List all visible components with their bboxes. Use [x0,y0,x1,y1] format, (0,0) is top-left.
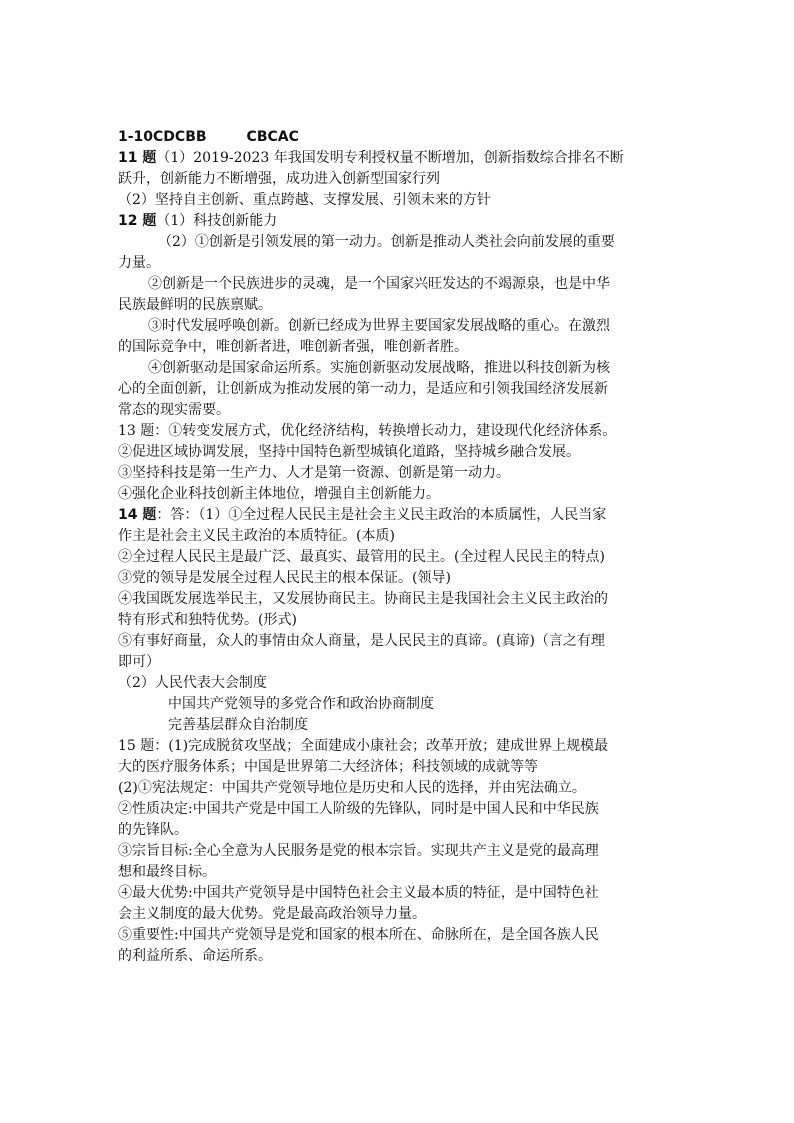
q15-line-1: 15 题：(1)完成脱贫攻坚战；全面建成小康社会；改革开放；建成世界上规模最 [118,738,609,754]
q14-line-8: 即可） [118,654,160,670]
answer-key-line [118,127,688,148]
q14-line-7: ⑤有事好商量，众人的事情由众人商量，是人民民主的真谛。(真谛)（言之有理 [118,633,605,649]
q13-line-4: ④强化企业科技创新主体地位，增强自主创新能力。 [118,486,440,502]
q12-text-1: （1）科技创新能力 [156,213,278,229]
q11-line-2: 跃升，创新能力不断增强，成功进入创新型国家行列 [118,171,440,187]
q14-line-6: 特有形式和独特优势。(形式) [118,612,297,628]
q14-line-5: ④我国既发展选举民主，又发展协商民主。协商民主是我国社会主义民主政治的 [118,591,608,607]
answer-key-part2: CBCAC [246,129,299,145]
q12-line-6: ③时代发展呼唤创新。创新已经成为世界主要国家发展战略的重心。在激烈 [148,318,610,334]
q12-line-3: 力量。 [118,255,160,271]
q15-line-7: 想和最终目标。 [118,864,216,880]
q15-line-3: (2)①宪法规定：中国共产党领导地位是历史和人民的选择，并由宪法确立。 [118,780,586,796]
q14-line-9: （2）人民代表大会制度 [118,675,267,691]
q15-line-11: 的利益所系、命运所系。 [118,948,272,964]
q14-line-11: 完善基层群众自治制度 [168,717,308,733]
q15-line-6: ③宗旨目标:全心全意为人民服务是党的根本宗旨。实现共产主义是党的最高理 [118,843,599,859]
q11-label: 11 题 [118,150,157,166]
q13-line-2: ②促进区域协调发展，坚持中国特色新型城镇化道路，坚持城乡融合发展。 [118,444,580,460]
q13-line-1: 13 题：①转变发展方式，优化经济结构，转换增长动力，建设现代化经济体系。 [118,423,617,439]
q15-line-10: ⑤重要性:中国共产党领导是党和国家的根本所在、命脉所在，是全国各族人民 [118,927,599,943]
q12-line-5: 民族最鲜明的民族禀赋。 [118,297,272,313]
q12-line-7: 的国际竞争中，唯创新者进，唯创新者强，唯创新者胜。 [118,339,468,355]
q12-line-4: ②创新是一个民族进步的灵魂，是一个国家兴旺发达的不竭源泉，也是中华 [148,276,610,292]
q14-line-1 [118,505,688,526]
q15-line-2: 大的医疗服务体系；中国是世界第二大经济体；科技领域的成就等等 [118,759,538,775]
q12-line-8: ④创新驱动是国家命运所系。实施创新驱动发展战略，推进以科技创新为核 [148,360,610,376]
answer-key-part1: 1-10CDCBB [118,129,207,145]
q14-label: 14 题 [118,507,157,523]
q14-line-3: ②全过程人民民主是最广泛、最真实、最管用的民主。(全过程人民民主的特点) [118,549,605,565]
q12-label: 12 题 [118,213,157,229]
q15-line-5: 的先锋队。 [118,822,188,838]
q14-line-4: ③党的领导是发展全过程人民民主的根本保证。(领导) [118,570,451,586]
q14-line-2: 作主是社会主义民主政治的本质特征。(本质) [118,528,395,544]
q11-text-1: （1）2019-2023 年我国发明专利授权量不断增加，创新指数综合排名不断 [156,150,624,166]
q15-line-9: 会主义制度的最大优势。党是最高政治领导力量。 [118,906,426,922]
q14-text-1: ：答：（1）①全过程人民民主是社会主义民主政治的本质属性，人民当家 [156,507,607,523]
q11-line-1 [118,148,688,169]
q14-line-10: 中国共产党领导的多党合作和政治协商制度 [168,696,434,712]
q12-line-2: （2）①创新是引领发展的第一动力。创新是推动人类社会向前发展的重要 [158,234,615,250]
q11-line-3: （2）坚持自主创新、重点跨越、支撑发展、引领未来的方针 [118,192,491,208]
answer-document [118,127,688,967]
q15-line-4: ②性质决定:中国共产党是中国工人阶级的先锋队，同时是中国人民和中华民族 [118,801,599,817]
q15-line-8: ④最大优势:中国共产党领导是中国特色社会主义最本质的特征，是中国特色社 [118,885,599,901]
q13-line-3: ③坚持科技是第一生产力、人才是第一资源、创新是第一动力。 [118,465,510,481]
q12-line-10: 常态的现实需要。 [118,402,230,418]
q12-line-9: 心的全面创新，让创新成为推动发展的第一动力，是适应和引领我国经济发展新 [118,381,608,397]
q12-line-1 [118,211,688,232]
